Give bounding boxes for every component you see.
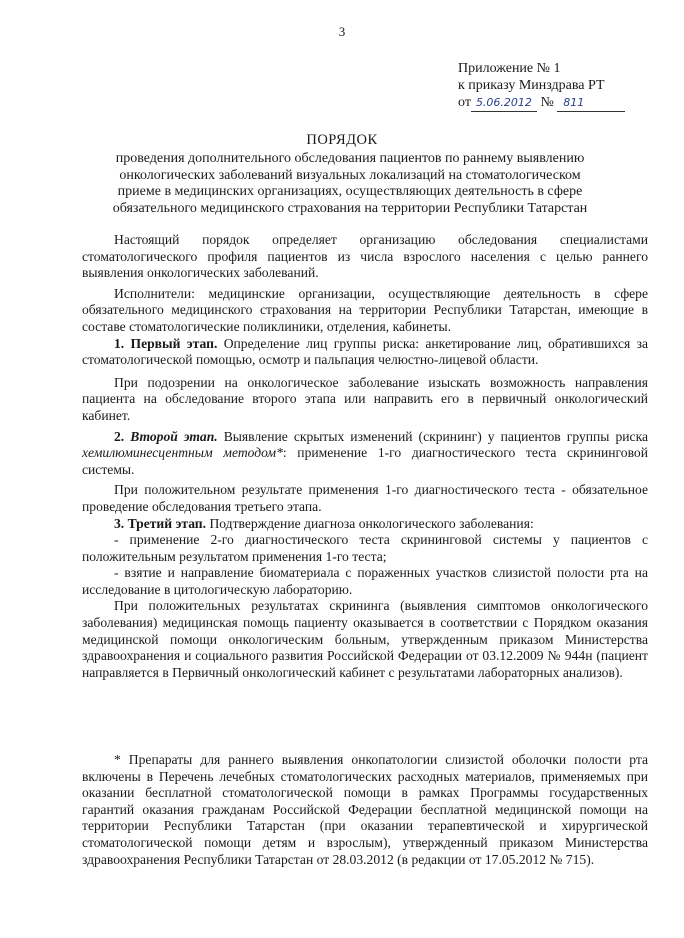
paragraph-stage1 <box>82 336 648 369</box>
paragraph-stage2-positive: При положительном результате применения 1-го диагностического теста - обязательное проведение обследования третьего этапа. <box>82 482 648 514</box>
document-subtitle: проведения дополнительного обследования пациентов по раннему выявлению онкологических заболеваний визуальных локализаций на стоматологическом приеме в медицинских организациях, осуществляющих деятельность в сфере обязательного медицинского страхования на территории Республики Татарстан <box>112 151 588 216</box>
paragraph-stage2 <box>82 429 648 479</box>
appendix-order-ref: к приказу Минздрава РТ <box>458 78 605 93</box>
paragraph-intro: Настоящий порядок определяет организацию обследования специалистами стоматологического профиля пациентов из числа взрослого населения с целью раннего выявления онкологических заболеваний. <box>82 232 648 281</box>
page-number: 3 <box>338 24 346 39</box>
paragraph-stage3 <box>82 516 648 533</box>
appendix-date-number-line <box>458 94 625 112</box>
paragraph-executors: Исполнители: медицинские организации, осуществляющие деятельность в сфере обязательного медицинского страхования на территории Республики Татарстан, имеющие в составе стоматологические поликлиники, отделения, кабинеты. <box>82 285 648 334</box>
stage2-heading: Второй этап. <box>130 428 218 444</box>
from-label: от <box>458 95 471 110</box>
stage3-text: Подтверждение диагноза онкологического заболевания: <box>209 515 534 531</box>
footnote-text: * Препараты для раннего выявления онкопатологии слизистой оболочки полости рта включены в Перечень лечебных стоматологических расходных материалов, применяемых при оказании бесплатной стоматологической помощи в рамках Программы государственных гарантий оказания гражданам Российской Федерации бесплатной медицинской помощи на территории Республики Татарстан (при оказании терапевтической и хирургической стоматологической помощи детям и взрослым), утвержденный приказом Министерства здравоохранения Республики Татарстан от 28.03.2012 (в редакции от 17.05.2012 № 715). <box>82 752 648 867</box>
number-label: № <box>540 95 554 110</box>
list-item-stage3-1: - применение 2-го диагностического теста скрининговой системы у пациентов с положительным результатом применения 1-го теста; <box>82 532 648 564</box>
stage3-heading: 3. Третий этап. <box>114 515 207 531</box>
appendix-block <box>458 60 625 112</box>
stage2-text-b: : применение 1-го диагностического теста скрининговой системы. <box>82 445 648 477</box>
footnote <box>82 752 648 868</box>
handwritten-number: 811 <box>557 94 625 112</box>
list-item-stage3-2: - взятие и направление биоматериала с пораженных участков слизистой полости рта на исследование в цитологическую лабораторию. <box>82 565 648 597</box>
stage2-text-a: Выявление скрытых изменений (скрининг) у пациентов группы риска <box>223 428 648 444</box>
stage2-method: хемилюминесцентным методом* <box>82 445 283 461</box>
stage1-heading: 1. Первый этап. <box>114 335 218 351</box>
appendix-title: Приложение № 1 <box>458 61 561 76</box>
paragraph-stage3-positive: При положительных результатах скрининга (выявления симптомов онкологического заболевания) медицинская помощь пациенту оказывается в соответствии с Порядком оказания медицинской помощи онкологическим больным, утвержденным приказом Министерства здравоохранения и социального развития Российской Федерации от 03.12.2009 № 944н (пациент направляется в Первичный онкологический кабинет с результатами лабораторных анализов). <box>82 598 648 680</box>
stage1-text: Определение лиц группы риска: анкетирование лиц, обратившихся за стоматологической помощью, осмотр и пальпация челюстно-лицевой области. <box>82 335 648 368</box>
handwritten-date: 5.06.2012 <box>471 94 537 112</box>
document-title: ПОРЯДОК <box>306 132 378 148</box>
document-body <box>82 232 648 681</box>
paragraph-stage1-suspicion: При подозрении на онкологическое заболевание изыскать возможность направления пациента на обследование второго этапа или направить его в первичный онкологический кабинет. <box>82 374 648 423</box>
stage2-number: 2. <box>114 428 125 444</box>
